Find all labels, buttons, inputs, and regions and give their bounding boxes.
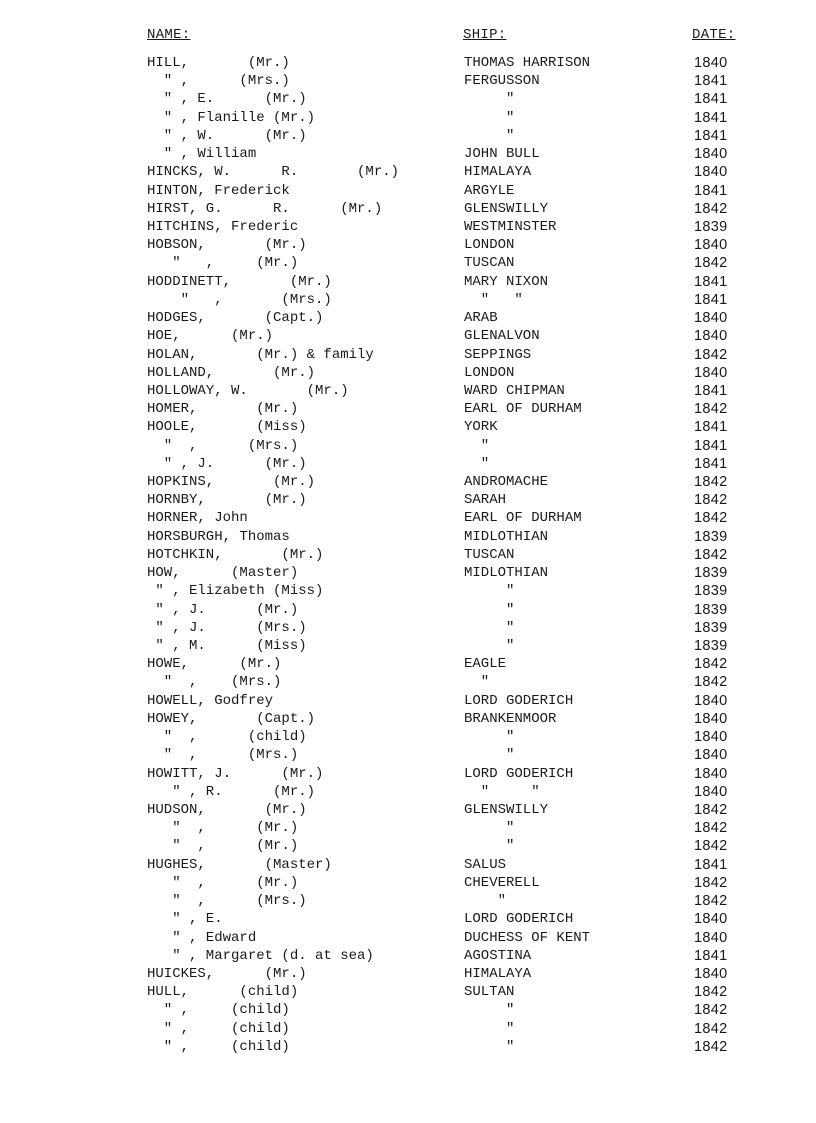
table-row (0, 564, 816, 582)
table-row (0, 637, 816, 655)
table-row (0, 910, 816, 928)
ship-name: " (464, 455, 490, 472)
arrival-date: 1840 (694, 747, 728, 764)
passenger-name: " , Margaret (d. at sea) (147, 947, 374, 964)
ship-name: SALUS (464, 856, 507, 873)
table-row (0, 163, 816, 181)
arrival-date: 1840 (694, 328, 728, 345)
passenger-name: HORNER, John (147, 510, 248, 527)
arrival-date: 1841 (694, 127, 728, 144)
passenger-name: HITCHINS, Frederic (147, 218, 299, 235)
ship-name: " (464, 638, 515, 654)
column-header-ship: SHIP: (463, 27, 507, 43)
passenger-name: " , (Mrs.) (147, 893, 307, 910)
arrival-date: 1841 (694, 947, 728, 964)
passenger-list (0, 54, 816, 1056)
ship-name: " (464, 838, 515, 855)
table-row (0, 400, 816, 418)
passenger-name: " , (Mr.) (147, 820, 299, 837)
ship-name: BRANKENMOOR (464, 710, 557, 727)
arrival-date: 1840 (694, 164, 728, 181)
ship-name: CHEVERELL (464, 874, 540, 891)
ship-name: EARL OF DURHAM (464, 510, 582, 527)
ship-name: GLENSWILLY (464, 200, 549, 217)
ship-name: ARGYLE (464, 182, 515, 199)
table-row (0, 892, 816, 910)
ship-name: " (464, 109, 515, 126)
table-row (0, 1020, 816, 1038)
arrival-date: 1842 (694, 1002, 728, 1019)
ship-name: " (464, 437, 490, 454)
column-header-date: DATE: (692, 27, 736, 43)
passenger-name: HORSBURGH, Thomas (147, 528, 290, 545)
ship-name: " (464, 127, 515, 144)
ship-name: AGOSTINA (464, 947, 532, 964)
ship-name: GLENSWILLY (464, 801, 549, 818)
passenger-name: " , (Mr.) (147, 255, 299, 272)
table-row (0, 710, 816, 728)
passenger-name: HOLLAND, (Mr.) (147, 364, 316, 381)
passenger-name: " , William (147, 146, 257, 163)
ship-name: YORK (464, 419, 498, 436)
passenger-name: HODDINETT, (Mr.) (147, 273, 332, 290)
passenger-name: HOPKINS, (Mr.) (147, 474, 316, 491)
table-row (0, 327, 816, 345)
arrival-date: 1842 (694, 874, 728, 891)
passenger-name: HOWEY, (Capt.) (147, 710, 316, 727)
ship-name: ARAB (464, 310, 498, 327)
table-row (0, 309, 816, 327)
passenger-name: HOBSON, (Mr.) (147, 237, 307, 254)
passenger-name: HILL, (Mr.) (147, 55, 290, 71)
ship-name: " (464, 583, 515, 600)
table-row (0, 965, 816, 983)
passenger-name: " , (child) (147, 729, 307, 746)
arrival-date: 1839 (694, 638, 728, 654)
arrival-date: 1839 (694, 619, 728, 636)
arrival-date: 1841 (694, 382, 728, 399)
passenger-name: " , E. (Mr.) (147, 91, 307, 108)
ship-name: SARAH (464, 492, 507, 509)
arrival-date: 1840 (694, 710, 728, 727)
passenger-name: " , (Mrs.) (147, 674, 282, 691)
table-row (0, 346, 816, 364)
table-row (0, 1001, 816, 1019)
passenger-name: HOWITT, J. (Mr.) (147, 765, 324, 782)
ship-name: EAGLE (464, 656, 507, 673)
arrival-date: 1841 (694, 182, 728, 199)
table-row (0, 819, 816, 837)
ship-name: " (464, 91, 515, 108)
ship-name: " (464, 619, 515, 636)
passenger-name: HOE, (Mr.) (147, 328, 274, 345)
arrival-date: 1842 (694, 820, 728, 837)
table-row (0, 437, 816, 455)
table-row (0, 145, 816, 163)
table-row (0, 673, 816, 691)
ship-name: LONDON (464, 364, 515, 381)
table-row (0, 236, 816, 254)
ship-name: JOHN BULL (464, 146, 540, 163)
arrival-date: 1841 (694, 455, 728, 472)
ship-name: LORD GODERICH (464, 765, 574, 782)
table-row (0, 874, 816, 892)
passenger-name: HOWE, (Mr.) (147, 656, 282, 673)
passenger-name: HOWELL, Godfrey (147, 692, 274, 709)
ship-name: " (464, 1002, 515, 1019)
table-row (0, 619, 816, 637)
passenger-name: " , (child) (147, 1002, 290, 1019)
passenger-name: " , (Mrs.) (147, 747, 299, 764)
arrival-date: 1840 (694, 729, 728, 746)
arrival-date: 1842 (694, 674, 728, 691)
passenger-name: HOTCHKIN, (Mr.) (147, 546, 324, 563)
ship-name: WESTMINSTER (464, 218, 557, 235)
ship-name: " (464, 601, 515, 618)
table-row (0, 856, 816, 874)
table-row (0, 601, 816, 619)
passenger-name: " , R. (Mr.) (147, 783, 316, 800)
ship-name: HIMALAYA (464, 164, 532, 181)
arrival-date: 1840 (694, 146, 728, 163)
table-row (0, 509, 816, 527)
arrival-date: 1842 (694, 401, 728, 418)
ship-name: GLENALVON (464, 328, 540, 345)
arrival-date: 1842 (694, 1038, 728, 1055)
table-row (0, 291, 816, 309)
passenger-name: HULL, (child) (147, 984, 299, 1001)
table-row (0, 491, 816, 509)
arrival-date: 1842 (694, 200, 728, 217)
ship-name: HIMALAYA (464, 965, 532, 982)
ship-name: ANDROMACHE (464, 474, 549, 491)
arrival-date: 1840 (694, 692, 728, 709)
passenger-name: " , (Mr.) (147, 838, 299, 855)
passenger-name: HUGHES, (Master) (147, 856, 332, 873)
ship-name: " (464, 1020, 515, 1037)
arrival-date: 1840 (694, 783, 728, 800)
table-row (0, 929, 816, 947)
table-row (0, 582, 816, 600)
arrival-date: 1839 (694, 218, 728, 235)
table-row (0, 801, 816, 819)
passenger-name: HORNBY, (Mr.) (147, 492, 307, 509)
table-row (0, 655, 816, 673)
table-row (0, 127, 816, 145)
passenger-name: " , W. (Mr.) (147, 127, 307, 144)
ship-name: " (464, 1038, 515, 1055)
arrival-date: 1840 (694, 237, 728, 254)
ship-name: " (464, 820, 515, 837)
arrival-date: 1842 (694, 656, 728, 673)
table-row (0, 90, 816, 108)
passenger-name: " , J. (Mrs.) (147, 619, 307, 636)
arrival-date: 1840 (694, 55, 728, 71)
arrival-date: 1841 (694, 91, 728, 108)
ship-name: " (464, 674, 490, 691)
ship-name: MARY NIXON (464, 273, 549, 290)
passenger-name: " , (Mrs.) (147, 73, 290, 90)
ship-name: LORD GODERICH (464, 692, 574, 709)
passenger-name: " , E. (147, 911, 223, 928)
ship-name: LONDON (464, 237, 515, 254)
table-row (0, 273, 816, 291)
arrival-date: 1841 (694, 437, 728, 454)
arrival-date: 1842 (694, 492, 728, 509)
arrival-date: 1842 (694, 1020, 728, 1037)
passenger-name: HOOLE, (Miss) (147, 419, 307, 436)
passenger-name: HOW, (Master) (147, 565, 299, 582)
table-row (0, 983, 816, 1001)
passenger-name: " , J. (Mr.) (147, 455, 307, 472)
ship-name: TUSCAN (464, 546, 515, 563)
arrival-date: 1840 (694, 965, 728, 982)
ship-name: MIDLOTHIAN (464, 528, 549, 545)
table-row (0, 546, 816, 564)
arrival-date: 1840 (694, 929, 728, 946)
table-row (0, 455, 816, 473)
table-row (0, 746, 816, 764)
table-row (0, 254, 816, 272)
passenger-name: " , M. (Miss) (147, 638, 307, 654)
arrival-date: 1840 (694, 310, 728, 327)
table-row (0, 200, 816, 218)
table-row (0, 728, 816, 746)
arrival-date: 1842 (694, 510, 728, 527)
ship-name: EARL OF DURHAM (464, 401, 582, 418)
arrival-date: 1839 (694, 583, 728, 600)
passenger-name: HIRST, G. R. (Mr.) (147, 200, 383, 217)
arrival-date: 1842 (694, 346, 728, 363)
ship-name: " (464, 747, 515, 764)
passenger-name: " , (Mr.) (147, 874, 299, 891)
table-row (0, 364, 816, 382)
ship-name: SEPPINGS (464, 346, 532, 363)
table-row (0, 382, 816, 400)
ship-name: LORD GODERICH (464, 911, 574, 928)
passenger-name: " , Elizabeth (Miss) (147, 583, 324, 600)
arrival-date: 1842 (694, 838, 728, 855)
arrival-date: 1841 (694, 273, 728, 290)
table-row (0, 54, 816, 72)
arrival-date: 1841 (694, 419, 728, 436)
arrival-date: 1842 (694, 893, 728, 910)
ship-name: MIDLOTHIAN (464, 565, 549, 582)
passenger-name: HODGES, (Capt.) (147, 310, 324, 327)
arrival-date: 1840 (694, 364, 728, 381)
arrival-date: 1839 (694, 528, 728, 545)
ship-name: FERGUSSON (464, 73, 540, 90)
arrival-date: 1841 (694, 73, 728, 90)
passenger-name: " , (Mrs.) (147, 437, 299, 454)
table-row (0, 837, 816, 855)
ship-name: THOMAS HARRISON (464, 55, 591, 71)
table-row (0, 182, 816, 200)
ship-name: " (464, 729, 515, 746)
passenger-name: HINCKS, W. R. (Mr.) (147, 164, 400, 181)
ship-name: " " (464, 291, 523, 308)
passenger-name: HOLLOWAY, W. (Mr.) (147, 382, 349, 399)
ship-name: WARD CHIPMAN (464, 382, 565, 399)
table-row (0, 783, 816, 801)
arrival-date: 1839 (694, 601, 728, 618)
passenger-name: HUICKES, (Mr.) (147, 965, 307, 982)
passenger-name: " , J. (Mr.) (147, 601, 299, 618)
passenger-name: HINTON, Frederick (147, 182, 290, 199)
ship-name: " (464, 893, 507, 910)
arrival-date: 1841 (694, 291, 728, 308)
column-header-name: NAME: (147, 27, 191, 43)
arrival-date: 1842 (694, 546, 728, 563)
arrival-date: 1842 (694, 474, 728, 491)
passenger-name: HOLAN, (Mr.) & family (147, 346, 374, 363)
arrival-date: 1839 (694, 565, 728, 582)
passenger-name: HOMER, (Mr.) (147, 401, 299, 418)
table-row (0, 109, 816, 127)
passenger-name: HUDSON, (Mr.) (147, 801, 307, 818)
ship-name: TUSCAN (464, 255, 515, 272)
arrival-date: 1842 (694, 255, 728, 272)
table-row (0, 692, 816, 710)
ship-name: DUCHESS OF KENT (464, 929, 591, 946)
passenger-name: " , (child) (147, 1038, 290, 1055)
ship-name: SULTAN (464, 984, 515, 1001)
arrival-date: 1840 (694, 911, 728, 928)
passenger-name: " , Edward (147, 929, 257, 946)
arrival-date: 1840 (694, 765, 728, 782)
arrival-date: 1842 (694, 801, 728, 818)
table-row (0, 1038, 816, 1056)
arrival-date: 1842 (694, 984, 728, 1001)
passenger-name: " , (Mrs.) (147, 291, 332, 308)
table-row (0, 418, 816, 436)
table-row (0, 72, 816, 90)
passenger-name: " , Flanille (Mr.) (147, 109, 316, 126)
arrival-date: 1841 (694, 856, 728, 873)
passenger-name: " , (child) (147, 1020, 290, 1037)
table-row (0, 473, 816, 491)
ship-name: " " (464, 783, 540, 800)
table-row (0, 528, 816, 546)
arrival-date: 1841 (694, 109, 728, 126)
table-row (0, 947, 816, 965)
table-row (0, 765, 816, 783)
table-row (0, 218, 816, 236)
